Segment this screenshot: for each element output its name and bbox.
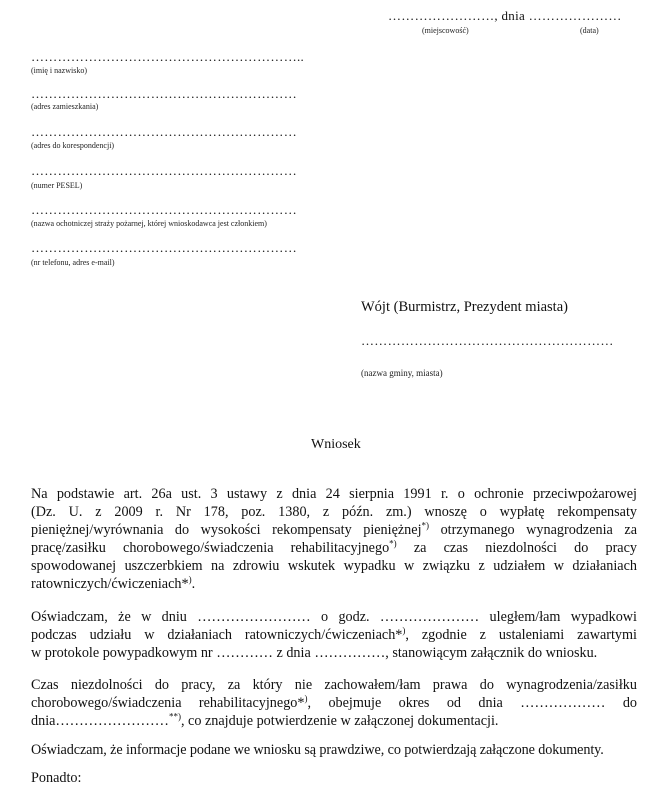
date-label: (data) [580, 26, 599, 35]
pesel-dots: …………………………………………………… [31, 163, 297, 178]
contact-label: (nr telefonu, adres e-mail) [31, 258, 115, 267]
p1-line-2: (Dz. U. z 2009 r. Nr 178, poz. 1380, z późn. zm.) wnoszę o wypłatę rekompensaty [31, 504, 637, 520]
fire-brigade-dots: …………………………………………………… [31, 202, 297, 217]
address-label: (adres zamieszkania) [31, 102, 99, 111]
fire-brigade-label: (nazwa ochotniczej straży pożarnej, której wnioskodawca jest członkiem) [31, 219, 267, 228]
contact-dots: …………………………………………………… [31, 240, 297, 255]
pesel-label: (numer PESEL) [31, 181, 83, 190]
p1-line-5: spowodowanej uszczerbkiem na zdrowiu wskutek wypadku w związku z udziałem w działaniach [31, 558, 637, 574]
additionally-label [31, 769, 637, 787]
p3-line-3: dnia……………………**), co znajduje potwierdzenie w załączonej dokumentacji. [31, 711, 499, 729]
accident-statement-paragraph [31, 608, 637, 662]
footnote-marker: ) [402, 625, 406, 636]
place-label: (miejscowość) [422, 26, 469, 35]
p2-line-1: Oświadczam, że w dniu …………………… o godz. ………………… uległem/łam wypadkowi [31, 609, 637, 625]
footnote-marker: *) [389, 538, 397, 549]
correspondence-label: (adres do korespondencji) [31, 141, 115, 150]
p1-line-3: pieniężnej/wyrównania do wysokości rekompensaty pieniężnej*) otrzymanego wynagrodzenia za [31, 520, 637, 538]
municipality-dots: ………………………………………………… [361, 333, 614, 348]
p1-line-6: ratowniczych/ćwiczeniach*). [31, 574, 196, 592]
p3-line-2: chorobowego/świadczenia rehabilitacyjnego*), obejmuje okres od dnia ……………… do [31, 693, 638, 711]
name-label: (imię i nazwisko) [31, 66, 87, 75]
p1-line-1: Na podstawie art. 26a ust. 3 ustawy z dnia 24 sierpnia 1991 r. o ochronie przeciwpożarowej [31, 486, 637, 502]
truthfulness-statement [31, 741, 637, 759]
address-dots: …………………………………………………… [31, 86, 297, 101]
footnote-marker: ) [188, 574, 192, 585]
p2-line-3: w protokole powypadkowym nr ………… z dnia ……………, stanowiącym załącznik do wniosku. [31, 645, 598, 661]
p4-line-1: Oświadczam, że informacje podane we wniosku są prawdziwe, co potwierdzają załączone dokumenty. [31, 742, 604, 758]
footnote-marker: **) [168, 711, 181, 722]
p3-line-1: Czas niezdolności do pracy, za który nie zachowałem/łam prawa do wynagrodzenia/zasiłku [31, 677, 637, 693]
correspondence-dots: …………………………………………………… [31, 124, 297, 139]
p5-line-1: Ponadto: [31, 770, 82, 786]
name-dots: …………………………………………………….. [31, 49, 305, 64]
p2-line-2: podczas udziału w działaniach ratowniczych/ćwiczeniach*), zgodnie z ustaleniami zawartymi [31, 625, 637, 643]
document-title: Wniosek [311, 437, 361, 452]
municipality-label: (nazwa gminy, miasta) [361, 368, 443, 378]
place-date-line: ……………………, dnia ………………… [388, 8, 622, 23]
footnote-marker: ) [304, 693, 308, 704]
recipient-title: Wójt (Burmistrz, Prezydent miasta) [361, 299, 568, 315]
p1-line-4: pracę/zasiłku chorobowego/świadczenia rehabilitacyjnego*) za czas niezdolności do pracy [31, 538, 637, 556]
incapacity-period-paragraph [31, 676, 637, 730]
footnote-marker: *) [421, 520, 430, 531]
legal-basis-paragraph [31, 485, 637, 593]
